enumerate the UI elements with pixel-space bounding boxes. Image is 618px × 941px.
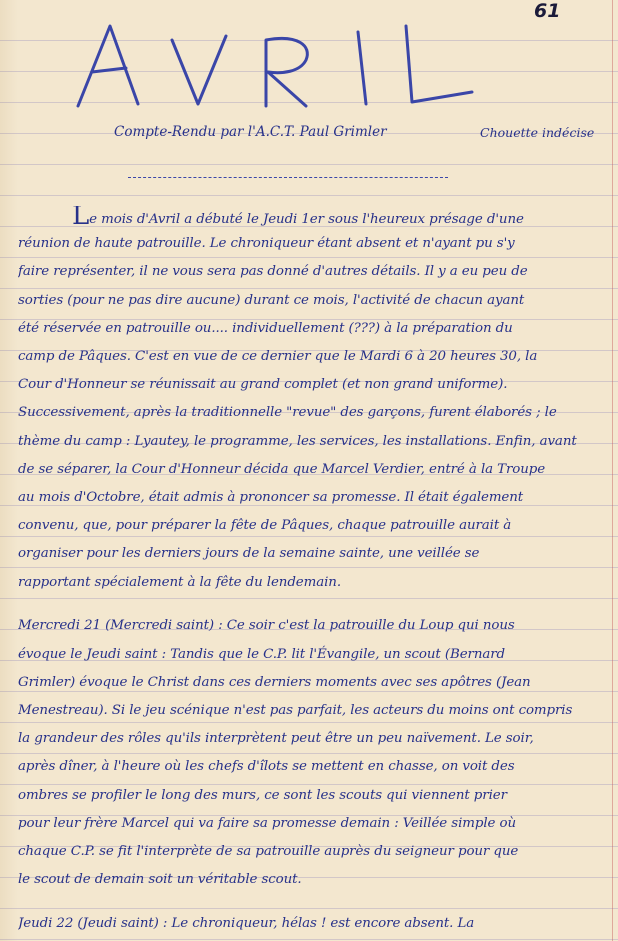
margin-line bbox=[612, 0, 613, 941]
wednesday-line: Grimler) évoque le Christ dans ces derniers moments avec ses apôtres (Jean bbox=[18, 674, 531, 690]
author-totem: Chouette indécise bbox=[480, 125, 595, 140]
wednesday-line: Mercredi 21 (Mercredi saint) : Ce soir c'est la patrouille du Loup qui nous bbox=[18, 618, 515, 634]
wednesday-line: la grandeur des rôles qu'ils interprètent peut être un peu naïvement. Le soir, bbox=[18, 731, 534, 747]
intro-line: été réservée en patrouille ou.... individuellement (???) à la préparation du bbox=[18, 320, 513, 336]
title-letter-a bbox=[78, 26, 138, 106]
thursday-line: Jeudi 22 (Jeudi saint) : Le chroniqueur, hélas ! est encore absent. La bbox=[18, 915, 475, 931]
intro-line: Le mois d'Avril a débuté le Jeudi 1er sous l'heureux présage d'une bbox=[72, 206, 592, 226]
intro-line: réunion de haute patrouille. Le chroniqueur étant absent et n'ayant pu s'y bbox=[18, 236, 515, 252]
dashed-divider bbox=[128, 177, 448, 178]
page-number: 61 bbox=[534, 0, 561, 22]
intro-line: de se séparer, la Cour d'Honneur décida que Marcel Verdier, entré à la Troupe bbox=[18, 461, 546, 477]
wednesday-line: le scout de demain soit un véritable scout. bbox=[18, 872, 302, 888]
intro-line: Successivement, après la traditionnelle "revue" des garçons, furent élaborés ; le bbox=[18, 405, 557, 421]
intro-line: sorties (pour ne pas dire aucune) durant ce mois, l'activité de chacun ayant bbox=[18, 292, 525, 308]
intro-line: faire représenter, il ne vous sera pas donné d'autres détails. Il y a eu peu de bbox=[18, 264, 528, 280]
intro-line: rapportant spécialement à la fête du lendemain. bbox=[18, 574, 341, 590]
title-letter-l bbox=[406, 26, 472, 102]
wednesday-line: après dîner, à l'heure où les chefs d'îlots se mettent en chasse, on voit des bbox=[18, 759, 515, 775]
intro-line: convenu, que, pour préparer la fête de Pâques, chaque patrouille aurait à bbox=[18, 518, 512, 534]
title-letter-r bbox=[266, 38, 307, 106]
intro-line: Cour d'Honneur se réunissait au grand complet (et non grand uniforme). bbox=[18, 377, 508, 393]
report-subtitle: Compte-Rendu par l'A.C.T. Paul Grimler bbox=[114, 124, 387, 140]
title-avril bbox=[60, 20, 480, 115]
intro-line: camp de Pâques. C'est en vue de ce dernier que le Mardi 6 à 20 heures 30, la bbox=[18, 349, 538, 364]
intro-line: thème du camp : Lyautey, le programme, les services, les installations. Enfin, avant bbox=[18, 433, 577, 449]
drop-cap: L bbox=[72, 206, 90, 226]
intro-line: au mois d'Octobre, était admis à prononcer sa promesse. Il était également bbox=[18, 490, 524, 505]
wednesday-line: pour leur frère Marcel qui va faire sa promesse demain : Veillée simple où bbox=[18, 815, 516, 831]
wednesday-line: évoque le Jeudi saint : Tandis que le C.P. lit l'Évangile, un scout (Bernard bbox=[18, 646, 506, 662]
intro-line: organiser pour les derniers jours de la semaine sainte, une veillée se bbox=[18, 546, 480, 562]
wednesday-line: ombres se profiler le long des murs, ce sont les scouts qui viennent prier bbox=[18, 787, 507, 803]
wednesday-line: Menestreau). Si le jeu scénique n'est pas parfait, les acteurs du moins ont compris bbox=[18, 702, 573, 718]
wednesday-line: chaque C.P. se fit l'interprète de sa patrouille auprès du seigneur pour que bbox=[18, 843, 519, 859]
title-letter-i bbox=[358, 32, 366, 104]
title-letter-v bbox=[172, 36, 226, 104]
